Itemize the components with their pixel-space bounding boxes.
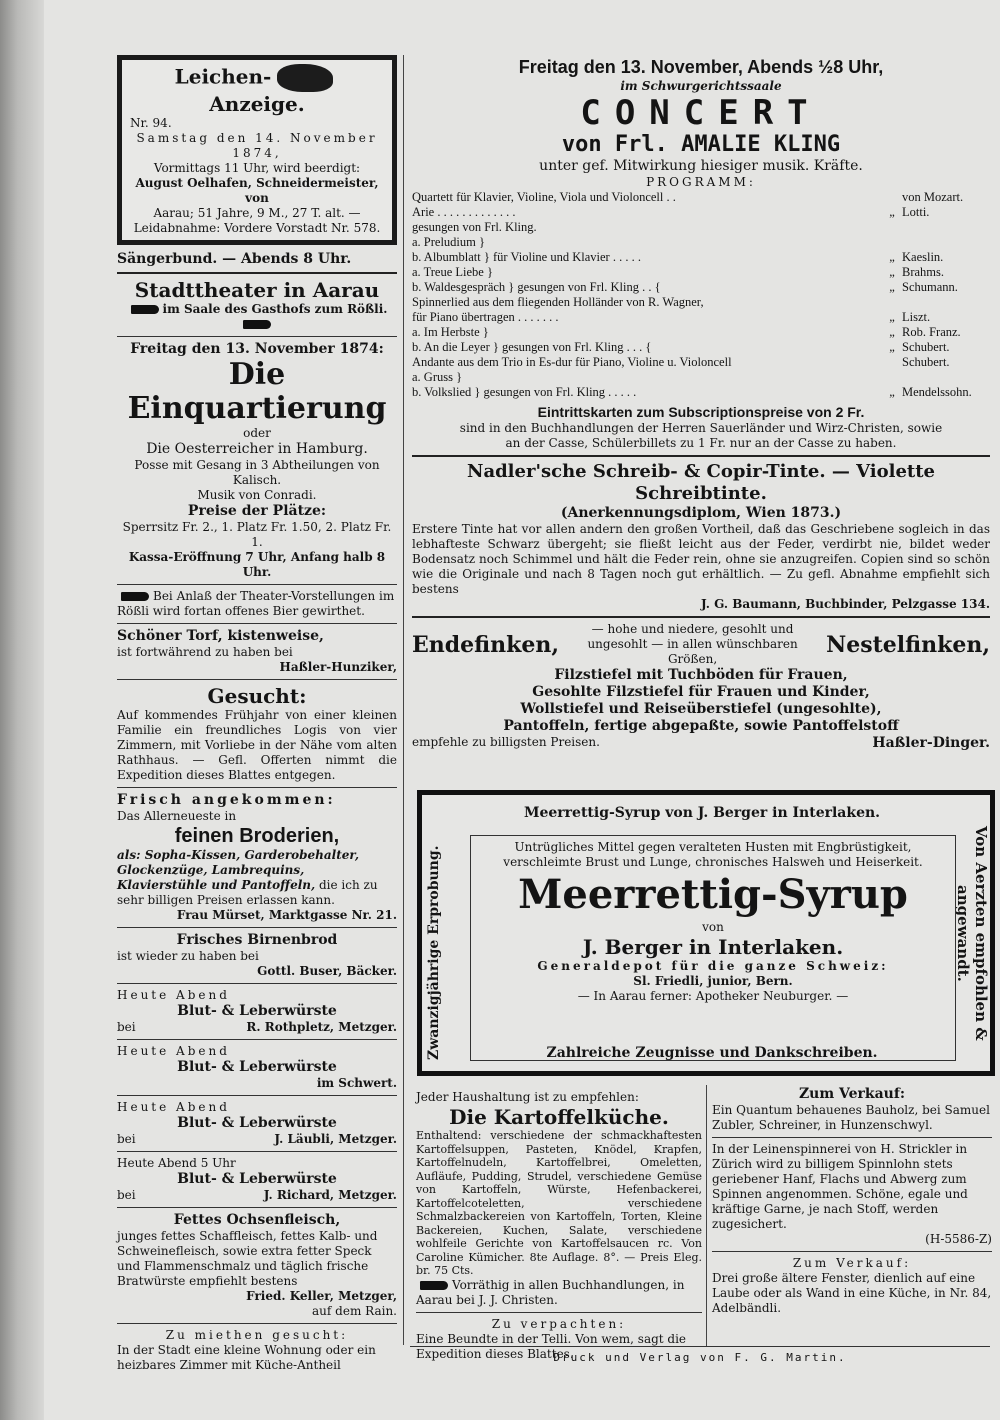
wurst-heading: Heute Abend [117,1044,230,1058]
finken-line: Gesohlte Filzstiefel für Frauen und Kinder, [532,684,870,700]
broderien-heading: Frisch angekommen: [117,792,336,808]
divider [117,336,397,337]
program-piece: für Piano übertragen . . . . . . . [412,310,559,324]
ditto-mark: „ [889,280,895,294]
wurst-name: J. Läubli, Metzger. [274,1132,397,1146]
divider [412,616,990,618]
program-composer: Mendelssohn. [902,385,972,399]
program-piece: b. Albumblatt } für Violine und Klavier . . . . . [412,250,641,264]
concert-place: im Schwurgerichtssaale [620,79,782,93]
program-composer [902,370,990,385]
kochbuch-title: Die Kartoffelküche. [449,1105,669,1129]
funeral-line: August Oelhafen, Schneidermeister, von [135,176,379,205]
birnenbrod-name: Gottl. Buser, Bäcker. [257,964,397,978]
funeral-line: Leidabnahme: Vordere Vorstadt Nr. 578. [133,221,381,235]
right-column [412,55,990,752]
miethen-ad [117,1328,397,1373]
ditto-mark: „ [889,250,895,264]
fenster-heading: Zum Verkauf: [792,1256,912,1270]
program-composer: Liszt. [902,310,931,324]
ditto-mark [882,220,902,235]
program-row [412,205,990,220]
binding-edge [0,0,44,1420]
gesucht-ad [117,684,397,783]
program-piece: b. Waldesgespräch } gesungen von Frl. Kling . . { [412,280,661,294]
wurst-bei: bei [117,1020,136,1034]
pointing-hand-icon [131,305,159,314]
column-divider [706,1085,707,1347]
gesucht-text: Auf kommendes Frühjahr von einer kleinen Familie ein freundliches Logis von vier Zimmern, mit Vorliebe in der Nähe vom alten Rathhaus. — Gefl. Offerten nimmt die Expedition dieses Blattes entgegen. [117,708,397,782]
finken-ad [412,622,990,752]
kochbuch-avail: Vorräthig in allen Buchhandlungen, in Aarau bei J. J. Christen. [416,1277,685,1307]
kochbuch-heading: Jeder Haushaltung ist zu empfehlen: [416,1090,639,1104]
program-composer: von Mozart. [902,190,964,204]
divider [117,983,397,984]
broderien-text: die ich zu sehr billigen Preisen erlassen kann. [117,878,378,907]
ochsen-ad [117,1212,397,1319]
tinte-title: Nadler'sche Schreib- & Copir-Tinte. — Violette Schreibtinte. [466,461,936,504]
program-row [412,280,990,295]
miethen-heading: Zu miethen gesucht: [165,1328,349,1342]
program-row [412,295,990,310]
divider [117,584,397,585]
coffin-icon [277,64,333,92]
divider [117,623,397,624]
funeral-line: Samstag den 14. November 1874, [136,131,378,160]
wurst-title: Blut- & Leberwürste [177,1171,337,1187]
theater-ad [117,278,397,580]
theater-title: Stadttheater in Aarau [134,278,380,302]
ditto-mark: „ [889,310,895,324]
tinte-ad [412,461,990,612]
ochsen-name: Fried. Keller, Metzger, [246,1289,397,1303]
program-composer: Kaeslin. [902,250,944,264]
program-composer [902,295,990,310]
ditto-mark: „ [889,205,895,219]
divider [117,679,397,680]
syrup-title: Meerrettig-Syrup [518,871,908,918]
program-composer: Rob. Franz. [902,325,961,339]
program-piece: a. Gruss } [412,370,463,384]
program-row [412,265,990,280]
tinte-text: Erstere Tinte hat vor allen andern den großen Vortheil, daß das Geschriebene sogleich in das lebhafteste Schwarz übergeht; sie fließt leicht aus der Feder, verdirbt nie, bildet weder Bodensatz noch Schimmel und hält die Feder rein, ohne sie anzugreifen. Copien sind so schön wie die Originale und nach 8 Tagen noch gut erhältlich. — Zu gefl. Abnahme empfiehlt sich bestens [412,522,990,596]
imprint: Druck und Verlag von F. G. Martin. [553,1351,847,1364]
play-oder: oder [243,426,271,440]
wurst-ad-1 [117,988,397,1035]
finken-mid: — hohe und niedere, gesohlt und ungesohlt — in allen wünschbaren Größen, [587,622,798,666]
ochsen-place: auf dem Rain. [312,1304,397,1318]
program-row [412,340,990,355]
syrup-side-right: Von Aerzten empfohlen & angewandt. [960,799,990,1067]
divider [117,787,397,788]
wurst-heading: Heute Abend [117,988,230,1002]
funeral-line: Vormittags 11 Uhr, wird beerdigt: [153,161,361,175]
verkauf-ad [712,1086,992,1316]
wurst-title: Blut- & Leberwürste [177,1115,337,1131]
program-row [412,310,990,325]
syrup-aarau: — In Aarau ferner: Apotheker Neuburger. — [577,989,849,1003]
program-row [412,355,990,370]
wurst-heading: Heute Abend 5 Uhr [117,1156,236,1170]
prices-heading: Preise der Plätze: [187,503,327,519]
program-piece: b. An die Leyer } gesungen von Frl. Kling . . . { [412,340,652,354]
divider [117,1151,397,1152]
birnenbrod-ad [117,932,397,979]
pointing-hand-icon [420,1281,448,1290]
verpachten-heading: Zu verpachten: [491,1316,627,1331]
play-subtitle: Die Oesterreicher in Hamburg. [146,441,368,457]
program-composer: Schubert. [902,340,950,354]
syrup-side-left: Zwanzigjährige Erprobung. [426,845,442,1061]
concert-performer: von Frl. AMALIE KLING [561,132,841,157]
program-piece: a. Preludium } [412,235,486,249]
syrup-text: Untrügliches Mittel gegen veralteten Husten mit Engbrüstigkeit, verschleimte Brust und Lunge, chronisches Halsweh und Heiserkeit. [503,840,923,869]
ditto-mark: „ [889,340,895,354]
syrup-top: Meerrettig-Syrup von J. Berger in Interlaken. [523,805,881,821]
wurst-name: R. Rothpletz, Metzger. [246,1020,397,1034]
footer-rule [410,1346,990,1347]
broderien-ad [117,792,397,923]
ochsen-text: junges fettes Schaffleisch, fettes Kalb- und Schweinefleisch, sowie extra fetter Speck und Flammenschmalz und täglich frische Bratwürste empfiehlt bestens [117,1229,378,1288]
divider [712,1137,992,1138]
tinte-name: J. G. Baumann, Buchbinder, Pelzgasse 134. [700,597,990,611]
miethen-text: In der Stadt eine kleine Wohnung oder ein heizbares Zimmer mit Küche-Antheil [117,1343,376,1372]
program-composer: Schumann. [902,280,958,294]
divider [117,272,397,274]
program-row [412,385,990,400]
verkauf-text: Ein Quantum behauenes Bauholz, bei Samuel Zubler, Schreiner, in Hunzenschwyl. [712,1103,990,1132]
birnenbrod-title: Frisches Birnenbrod [176,932,338,948]
concert-ad [412,55,990,451]
syrup-depot: Generaldepot für die ganze Schweiz: [537,959,889,973]
ochsen-title: Fettes Ochsenfleisch, [173,1212,341,1228]
tinte-diploma: (Anerkennungsdiplom, Wien 1873.) [560,505,842,521]
program-heading: PROGRAMM: [646,175,756,189]
ditto-mark: „ [889,385,895,399]
torf-line: ist fortwährend zu haben bei [117,645,293,659]
verkauf-title: Zum Verkauf: [798,1086,906,1102]
ditto-mark: „ [889,265,895,279]
ditto-mark [882,295,902,310]
wurst-title: Blut- & Leberwürste [177,1059,337,1075]
birnenbrod-line: ist wieder zu haben bei [117,949,259,963]
theater-venue: im Saale des Gasthofs zum Rößli. [162,302,388,316]
fenster-text: Drei große ältere Fenster, dienlich auf eine Laube oder als Wand in eine Küche, in Nr. 84, Adelbändli. [712,1271,992,1315]
program-composer: Lotti. [902,205,930,219]
wurst-bei: bei [117,1132,136,1146]
finken-right: Nestelfinken, [826,631,990,658]
wurst-title: Blut- & Leberwürste [177,1003,337,1019]
program-row [412,370,990,385]
syrup-inner [470,835,956,1061]
tickets-line: an der Casse, Schülerbillets zu 1 Fr. nur an der Casse zu haben. [505,436,897,450]
tickets-line: sind in den Buchhandlungen der Herren Sauerländer und Wirz-Christen, sowie [459,421,943,435]
program-row [412,235,990,250]
program-composer [902,220,990,235]
spinnerei-code: (H-5586-Z) [925,1232,992,1246]
pointing-hand-icon [243,320,271,329]
divider [117,1039,397,1040]
wurst-ad-2 [117,1044,397,1091]
play-music: Musik von Conradi. [197,488,317,502]
wurst-ad-3 [117,1100,397,1147]
funeral-line: Aarau; 51 Jahre, 9 M., 27 T. alt. — [153,206,361,220]
opening-times: Kassa-Eröffnung 7 Uhr, Anfang halb 8 Uhr. [128,550,386,579]
verpachten-text: Eine Beundte in der Telli. Von wem, sagt die Expedition dieses Blattes. [416,1331,687,1361]
ditto-mark [882,355,902,370]
concert-assist: unter gef. Mitwirkung hiesiger musik. Kräfte. [539,158,863,174]
syrup-depot-name: Sl. Friedli, junior, Bern. [633,974,793,988]
divider [416,1312,702,1313]
program-composer [902,235,990,250]
funeral-title [130,64,384,116]
broderien-title: feinen Broderien, [174,825,340,847]
syrup-von: von [702,920,724,934]
finken-line: Wollstiefel und Reiseüberstiefel (ungesohlte), [520,701,882,717]
program-row [412,325,990,340]
wurst-name: J. Richard, Metzger. [263,1188,397,1202]
broderien-line: Das Allerneueste in [117,809,237,823]
ditto-mark: „ [889,325,895,339]
divider [117,1207,397,1208]
program-piece: Quartett für Klavier, Violine, Viola und Violoncell . . [412,190,676,204]
program-composer: Schubert. [902,355,950,369]
kochbuch-ad [416,1090,702,1362]
ditto-mark [882,190,902,205]
broderien-name: Frau Mürset, Marktgasse Nr. 21. [176,908,397,922]
funeral-nr: Nr. 94. [130,116,172,130]
prices: Sperrsitz Fr. 2., 1. Platz Fr. 1.50, 2. Platz Fr. 1. [122,520,392,549]
concert-title: CONCERT [580,93,822,133]
finken-line: Pantoffeln, fertige abgepaßte, sowie Pantoffelstoff [503,718,899,734]
torf-title: Schöner Torf, kistenweise, [117,628,324,644]
saengerbund-notice: Sängerbund. — Abends 8 Uhr. [117,251,352,267]
finken-name: Haßler-Dinger. [872,735,990,751]
divider [712,1251,992,1252]
pointing-hand-icon [121,592,149,601]
program-piece: b. Volkslied } gesungen von Frl. Kling . . . . . [412,385,637,399]
program-composer: Brahms. [902,265,945,279]
program-list [412,190,990,400]
finken-left: Endefinken, [412,631,560,658]
syrup-maker: J. Berger in Interlaken. [582,935,844,959]
wurst-name: im Schwert. [316,1076,397,1090]
gesucht-title: Gesucht: [207,684,307,708]
divider [117,1323,397,1324]
program-row [412,190,990,205]
program-row [412,250,990,265]
finken-line: Filzstiefel mit Tuchböden für Frauen, [554,667,848,683]
kochbuch-text: Enthaltend: verschiedene der schmackhaftesten Kartoffelsuppen, Pasteten, Knödel, Krapfen, Kartoffelnudeln, Kartoffelbrei, Omeletten, Aufläufe, Pudding, Strudel, verschiedene Gemüse von Kartoffeln, Würste, Hefenbackerei, Kartoffelcoteletten, verschiedene Schmalzbackereien von Kartoffeln, Torten, Kleine Backereien, Kuchen, Salate, verschiedene wohlfeile Gerichte von Kartoffelsaucen rc. Von Caroline Kümicher. 8te Auflage. 8°. — Preis Eleg. br. 75 Cts. [416,1129,702,1277]
play-desc: Posse mit Gesang in 3 Abtheilungen von Kalisch. [134,458,380,487]
program-piece: Spinnerlied aus dem fliegenden Holländer von R. Wagner, [412,295,704,309]
theater-date: Freitag den 13. November 1874: [130,341,384,357]
roessli-text: Bei Anlaß der Theater-Vorstellungen im Rößli wird fortan offenes Bier gewirthet. [117,589,395,618]
wurst-heading: Heute Abend [117,1100,230,1114]
funeral-notice [117,55,397,245]
divider [117,1095,397,1096]
play-title: Die Einquartierung [127,357,387,426]
spinnerei-text: In der Leinenspinnerei von H. Strickler in Zürich wird zu billigem Spinnlohn stets geriebener Hanf, Flachs und Abwerg zum Spinnen angenommen. Schöne, egale und kräftige Garne, je nach Stoff, werden zugesichert. [712,1142,968,1231]
broderien-items: als: Sopha-Kissen, Garderobehalter, Glockenzüge, Lambrequins, Klavierstühle und Pantoffeln, [117,848,360,892]
funeral-title-a: Leichen- [174,64,272,89]
wurst-ad-4 [117,1156,397,1203]
left-column [117,55,397,1373]
syrup-bottom: Zahlreiche Zeugnisse und Dankschreiben. [546,1045,878,1061]
funeral-title-b: Anzeige. [209,92,305,116]
column-divider [403,55,404,1345]
divider [412,455,990,457]
program-row [412,220,990,235]
roessli-notice [117,589,397,619]
ditto-mark [882,235,902,250]
wurst-bei: bei [117,1188,136,1202]
syrup-ad [417,790,995,1076]
torf-name: Haßler-Hunziker, [279,660,397,674]
finken-line: empfehle zu billigsten Preisen. [412,735,600,749]
program-piece: a. Im Herbste } [412,325,489,339]
program-piece: a. Treue Liebe } [412,265,493,279]
program-piece: Arie . . . . . . . . . . . . . [412,205,516,219]
divider [117,927,397,928]
ditto-mark [882,370,902,385]
tickets-heading: Eintrittskarten zum Subscriptionspreise von 2 Fr. [537,404,865,420]
concert-date: Freitag den 13. November, Abends ½8 Uhr, [518,57,884,77]
torf-ad [117,628,397,675]
program-piece: Andante aus dem Trio in Es-dur für Piano, Violine u. Violoncell [412,355,732,369]
program-piece: gesungen von Frl. Kling. [412,220,537,234]
